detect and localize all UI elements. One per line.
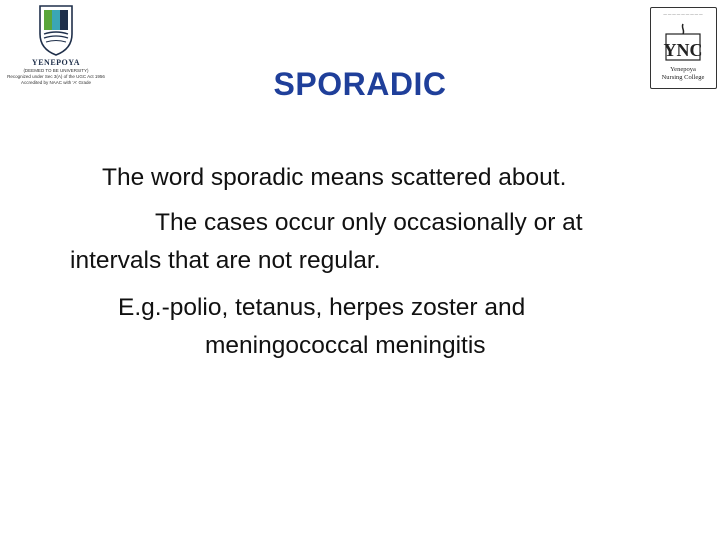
ync-monogram-icon bbox=[663, 22, 703, 62]
body-line-1: The word sporadic means scattered about. bbox=[102, 164, 567, 191]
logo-name: YENEPOYA bbox=[31, 58, 81, 67]
ync-monogram-text: YNC bbox=[663, 40, 703, 60]
logo-top-rule: ― ― ― ― ― ― ― ― ― bbox=[663, 12, 703, 16]
logo-caption-2: Nursing College bbox=[661, 74, 705, 81]
logo-caption-1: Yenepoya bbox=[670, 66, 696, 73]
logo-line-3: Accredited by NAAC with 'A' Grade bbox=[21, 80, 91, 85]
slide-title: SPORADIC bbox=[273, 66, 447, 102]
body-line-2: The cases occur only occasionally or at bbox=[155, 209, 583, 236]
body-line-5: meningococcal meningitis bbox=[205, 332, 486, 359]
university-shield-icon bbox=[36, 4, 76, 56]
body-line-3: intervals that are not regular. bbox=[70, 247, 381, 274]
logo-line-1: (DEEMED TO BE UNIVERSITY) bbox=[23, 68, 89, 73]
logo-line-2: Recognized under Sec 3(A) of the UGC Act 1956 bbox=[7, 74, 105, 79]
body-line-4: E.g.-polio, tetanus, herpes zoster and bbox=[118, 294, 526, 321]
